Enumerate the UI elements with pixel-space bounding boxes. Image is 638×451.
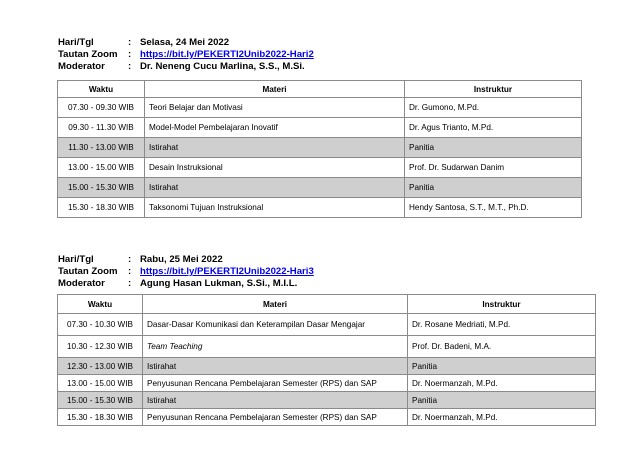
colon: :	[128, 37, 132, 48]
instruktur-cell: Dr. Noermanzah, M.Pd.	[408, 375, 596, 392]
moderator-value: Dr. Neneng Cucu Marlina, S.S., M.Si.	[140, 61, 305, 72]
waktu-cell: 07.30 - 10.30 WIB	[58, 314, 143, 336]
instruktur-header: Instruktur	[405, 81, 582, 98]
waktu-cell: 13.00 - 15.00 WIB	[58, 375, 143, 392]
table-row	[58, 314, 596, 336]
zoom-label: Tautan Zoom	[58, 266, 118, 277]
materi-cell: Istirahat	[143, 392, 408, 409]
waktu-cell: 13.00 - 15.00 WIB	[58, 158, 145, 178]
moderator-value: Agung Hasan Lukman, S.Si., M.I.L.	[140, 278, 298, 289]
materi-cell: Teori Belajar dan Motivasi	[145, 98, 405, 118]
table-row	[58, 336, 596, 358]
colon: :	[128, 254, 132, 265]
instruktur-cell: Panitia	[405, 178, 582, 198]
table-row	[58, 118, 582, 138]
waktu-cell: 09.30 - 11.30 WIB	[58, 118, 145, 138]
waktu-cell: 15.00 - 15.30 WIB	[58, 178, 145, 198]
instruktur-cell: Prof. Dr. Badeni, M.A.	[408, 336, 596, 358]
instruktur-cell: Panitia	[408, 392, 596, 409]
waktu-cell: 11.30 - 13.00 WIB	[58, 138, 145, 158]
day2-header	[58, 254, 358, 290]
hari-label: Hari/Tgl	[58, 254, 94, 265]
table-row	[58, 375, 596, 392]
hari-value: Rabu, 25 Mei 2022	[140, 254, 223, 265]
zoom-link[interactable]: https://bit.ly/PEKERTI2Unib2022-Hari3	[140, 266, 314, 277]
waktu-header: Waktu	[58, 81, 145, 98]
materi-cell: Penyusunan Rencana Pembelajaran Semester (RPS) dan SAP	[143, 375, 408, 392]
moderator-label: Moderator	[58, 61, 105, 72]
instruktur-cell: Dr. Noermanzah, M.Pd.	[408, 409, 596, 426]
materi-cell: Taksonomi Tujuan Instruksional	[145, 198, 405, 218]
instruktur-cell: Hendy Santosa, S.T., M.T., Ph.D.	[405, 198, 582, 218]
instruktur-cell: Panitia	[408, 358, 596, 375]
waktu-cell: 15.00 - 15.30 WIB	[58, 392, 143, 409]
table-header-row	[58, 81, 582, 98]
table-row-break	[58, 178, 582, 198]
waktu-cell: 12.30 - 13.00 WIB	[58, 358, 143, 375]
materi-cell: Istirahat	[145, 138, 405, 158]
colon: :	[128, 49, 132, 60]
day1-header	[58, 37, 358, 73]
instruktur-header: Instruktur	[408, 295, 596, 314]
zoom-link[interactable]: https://bit.ly/PEKERTI2Unib2022-Hari2	[140, 49, 314, 60]
colon: :	[128, 266, 132, 277]
materi-cell: Dasar-Dasar Komunikasi dan Keterampilan Dasar Mengajar	[143, 314, 408, 336]
table-row-break	[58, 138, 582, 158]
instruktur-cell: Prof. Dr. Sudarwan Danim	[405, 158, 582, 178]
table-row	[58, 198, 582, 218]
table-header-row	[58, 295, 596, 314]
table-row	[58, 98, 582, 118]
colon: :	[128, 278, 132, 289]
waktu-cell: 15.30 - 18.30 WIB	[58, 198, 145, 218]
instruktur-cell: Panitia	[405, 138, 582, 158]
table-row	[58, 409, 596, 426]
materi-header: Materi	[143, 295, 408, 314]
materi-header: Materi	[145, 81, 405, 98]
waktu-cell: 07.30 - 09.30 WIB	[58, 98, 145, 118]
schedule-table-day2	[57, 294, 596, 426]
waktu-header: Waktu	[58, 295, 143, 314]
materi-cell: Penyusunan Rencana Pembelajaran Semester (RPS) dan SAP	[143, 409, 408, 426]
instruktur-cell: Dr. Agus Trianto, M.Pd.	[405, 118, 582, 138]
hari-value: Selasa, 24 Mei 2022	[140, 37, 230, 48]
schedule-table-day1	[57, 80, 582, 218]
waktu-cell: 15.30 - 18.30 WIB	[58, 409, 143, 426]
zoom-label: Tautan Zoom	[58, 49, 118, 60]
materi-cell: Team Teaching	[143, 336, 408, 358]
table-row	[58, 158, 582, 178]
materi-cell: Model-Model Pembelajaran Inovatif	[145, 118, 405, 138]
table-row-break	[58, 392, 596, 409]
table-row-break	[58, 358, 596, 375]
instruktur-cell: Dr. Rosane Medriati, M.Pd.	[408, 314, 596, 336]
materi-cell: Istirahat	[143, 358, 408, 375]
instruktur-cell: Dr. Gumono, M.Pd.	[405, 98, 582, 118]
colon: :	[128, 61, 132, 72]
waktu-cell: 10.30 - 12.30 WIB	[58, 336, 143, 358]
materi-cell: Desain Instruksional	[145, 158, 405, 178]
moderator-label: Moderator	[58, 278, 105, 289]
materi-cell: Istirahat	[145, 178, 405, 198]
hari-label: Hari/Tgl	[58, 37, 94, 48]
